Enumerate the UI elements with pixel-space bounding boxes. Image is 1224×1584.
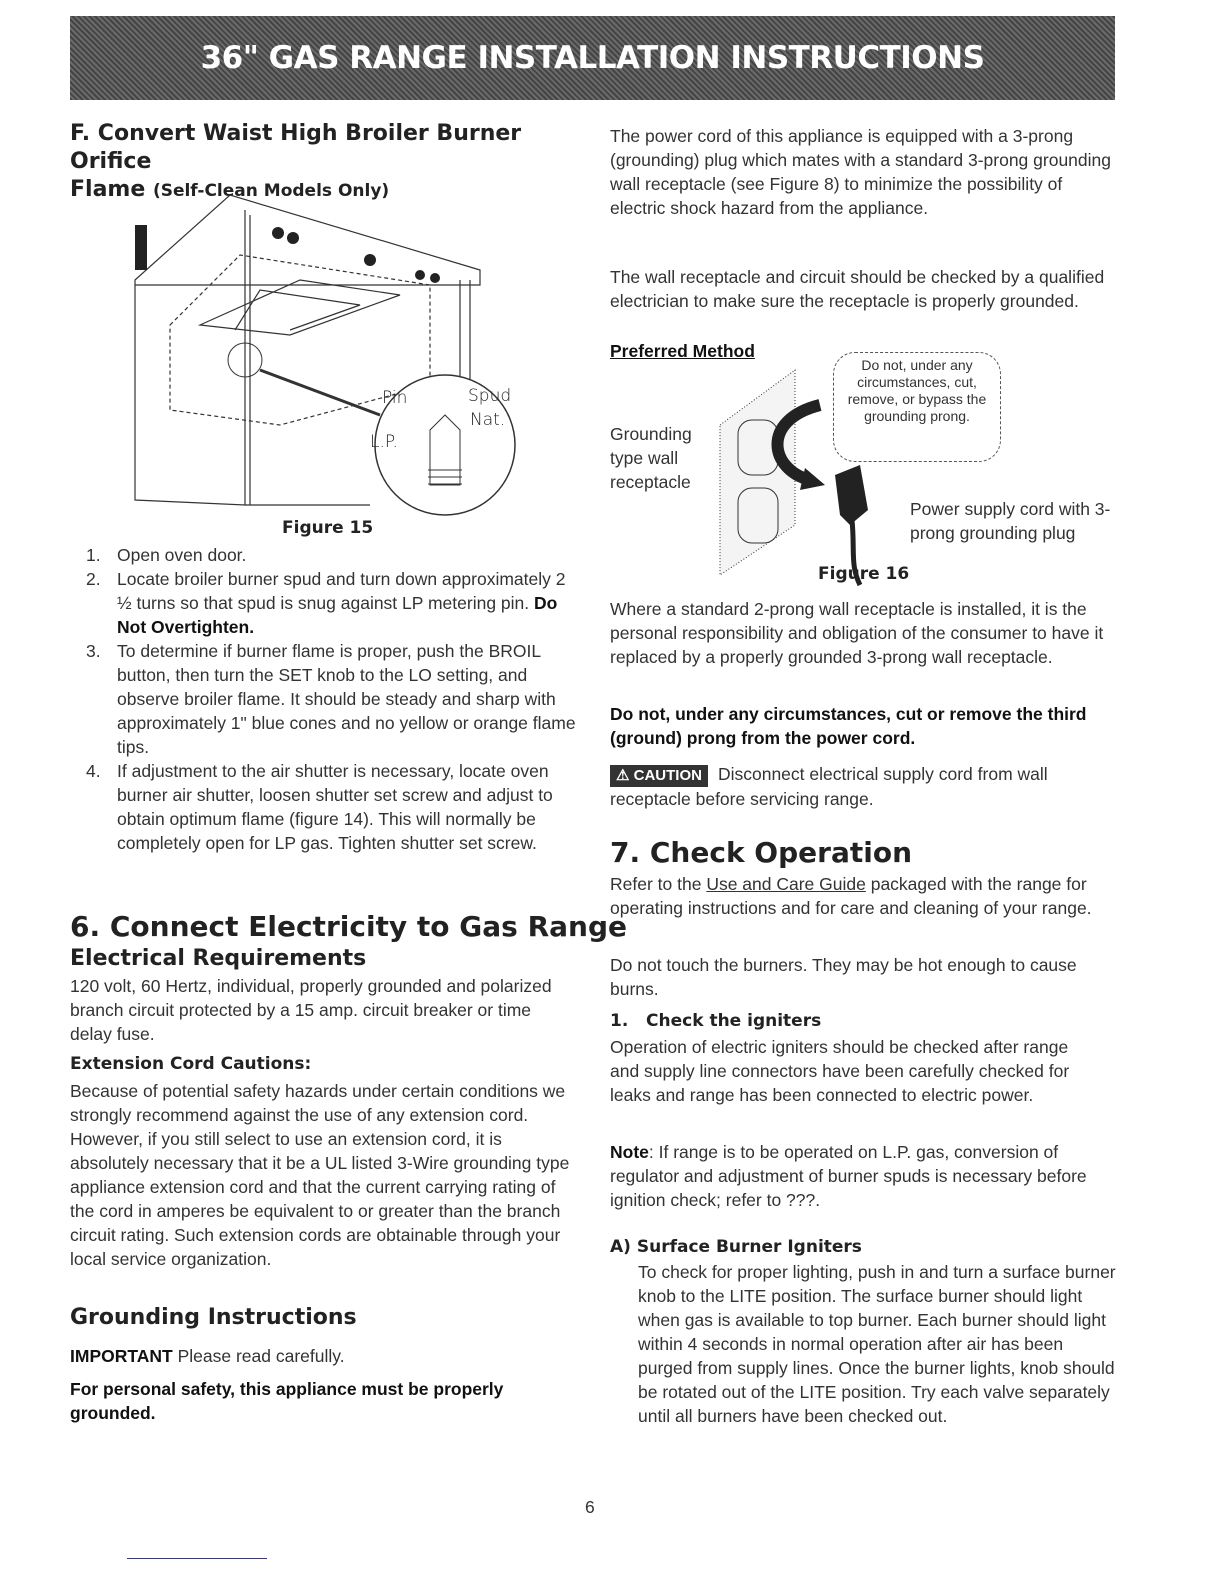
use-care-paragraph <box>610 872 1100 920</box>
caution-label: CAUTION <box>633 767 702 784</box>
list-item <box>86 543 576 567</box>
note-text: : If range is to be operated on L.P. gas, conversion of regulator and adjustment of burner spuds is necessary before ignition check; refer to ???. <box>610 1142 1087 1210</box>
ground-prong-warning: Do not, under any circumstances, cut or remove the third (ground) prong from the power cord. <box>610 704 1087 748</box>
electrical-requirements-heading: Electrical Requirements <box>70 946 367 971</box>
note-label: Note <box>610 1142 649 1162</box>
step-number: 4. <box>86 761 101 781</box>
important-text: Please read carefully. <box>177 1346 345 1366</box>
step-bold: Do Not Overtighten. <box>117 593 558 637</box>
lp-label: L.P. <box>370 432 398 452</box>
figure-16-caption: Figure 16 <box>818 564 910 584</box>
safety-statement: For personal safety, this appliance must be properly grounded. <box>70 1379 504 1423</box>
list-item <box>86 759 576 855</box>
pin-label: Pin <box>382 388 408 408</box>
page-number: 6 <box>585 1497 595 1517</box>
grounding-instructions-heading: Grounding Instructions <box>70 1305 357 1330</box>
surface-burner-heading: A) Surface Burner Igniters <box>610 1237 862 1257</box>
extension-cord-text: Because of potential safety hazards under certain conditions we strongly recommend against the use of any extension cord. However, if you still select to use an extension cord, it is absolutely necessary that it be a UL listed 3-Wire grounding type appliance extension cord and that the current carrying rating of the cord in amperes be equivalent to or greater than the branch circuit rating. Such extension cords are obtainable through your local service organization. <box>70 1081 570 1269</box>
power-cord-paragraph: The power cord of this appliance is equipped with a 3-prong (grounding) plug which mates with a standard 3-prong grounding wall receptacle (see Figure 8) to minimize the possibility of electric shock hazard from the appliance. <box>610 126 1111 218</box>
text: Refer to the <box>610 874 707 894</box>
spud-label: Spud <box>468 386 512 406</box>
important-label: IMPORTANT <box>70 1346 173 1366</box>
text: packaged with the range for operating instructions and for care and cleaning of your range. <box>610 874 1092 918</box>
step-number: 1. <box>86 545 101 565</box>
figure-15-broiler-illustration <box>130 185 530 545</box>
footer-rule <box>127 1558 267 1559</box>
step-text: If adjustment to the air shutter is necessary, locate oven burner air shutter, loosen shutter set screw and adjust to obtain optimum flame (figure 14). This will normally be completely open for LP gas. Tighten shutter set screw. <box>117 761 553 853</box>
cord-label: Power supply cord with 3-prong grounding plug <box>910 499 1111 543</box>
list-item <box>86 639 576 759</box>
list-item <box>86 567 576 639</box>
receptacle-check-paragraph: The wall receptacle and circuit should be checked by a qualified electrician to make sure the receptacle is properly grounded. <box>610 267 1105 311</box>
electrical-requirements-text: 120 volt, 60 Hertz, individual, properly grounded and polarized branch circuit protected by a 15 amp. circuit breaker or time delay fuse. <box>70 976 552 1044</box>
steps-list <box>86 543 576 855</box>
step-text: To determine if burner flame is proper, push the BROIL button, then turn the SET knob to the LO setting, and observe broiler flame. It should be steady and sharp with approximately 1" blue cones and no yellow or orange flame tips. <box>117 641 576 757</box>
check-igniters-heading: 1. Check the igniters <box>610 1011 822 1031</box>
two-prong-paragraph: Where a standard 2-prong wall receptacle is installed, it is the personal responsibility and obligation of the consumer to have it replaced by a properly grounded 3-prong wall receptacle. <box>610 599 1104 667</box>
note-paragraph <box>610 1140 1115 1212</box>
preferred-method-heading: Preferred Method <box>610 341 755 361</box>
section-f-title2: Flame <box>70 177 146 202</box>
page-header-banner <box>70 16 1115 100</box>
page-header-title: 36" GAS RANGE INSTALLATION INSTRUCTIONS <box>200 40 985 76</box>
receptacle-label: Grounding type wall receptacle <box>610 424 692 492</box>
step-text: Open oven door. <box>117 545 247 565</box>
section-6-title: 6. Connect Electricity to Gas Range <box>70 910 628 943</box>
step-number: 3. <box>86 641 101 661</box>
important-line <box>70 1344 345 1368</box>
caution-badge: ⚠ CAUTION <box>610 765 708 787</box>
igniters-paragraph: Operation of electric igniters should be checked after range and supply line connectors have been carefully checked for leaks and range has been connected to electric power. <box>610 1037 1070 1105</box>
warning-callout-bubble: Do not, under any circumstances, cut, remove, or bypass the grounding prong. <box>833 352 1001 462</box>
surface-burner-paragraph: To check for proper lighting, push in and turn a surface burner knob to the LITE position. The surface burner should light when gas is available to top burner. Each burner should light within 4 seconds in normal operation after air has been purged from supply lines. Once the burner lights, knob should be rotated out of the LITE position. Try each valve separately until all burners have been checked out. <box>638 1262 1116 1426</box>
step-number: 2. <box>86 569 101 589</box>
nat-label: Nat. <box>470 410 506 430</box>
extension-cord-heading: Extension Cord Cautions: <box>70 1054 312 1074</box>
figure-15-caption: Figure 15 <box>282 518 374 538</box>
step-text: Locate broiler burner spud and turn down approximately 2 ½ turns so that spud is snug against LP metering pin. <box>117 569 566 613</box>
section-7-title: 7. Check Operation <box>610 836 912 869</box>
use-and-care-guide-link[interactable]: Use and Care Guide <box>706 874 866 894</box>
section-f-subtitle: (Self-Clean Models Only) <box>152 181 390 201</box>
burner-hot-paragraph: Do not touch the burners. They may be hot enough to cause burns. <box>610 955 1077 999</box>
section-f-title: F. Convert Waist High Broiler Burner Orifice <box>70 121 522 174</box>
caution-notice <box>610 762 1110 811</box>
caution-text: Disconnect electrical supply cord from wall receptacle before servicing range. <box>610 764 1048 809</box>
